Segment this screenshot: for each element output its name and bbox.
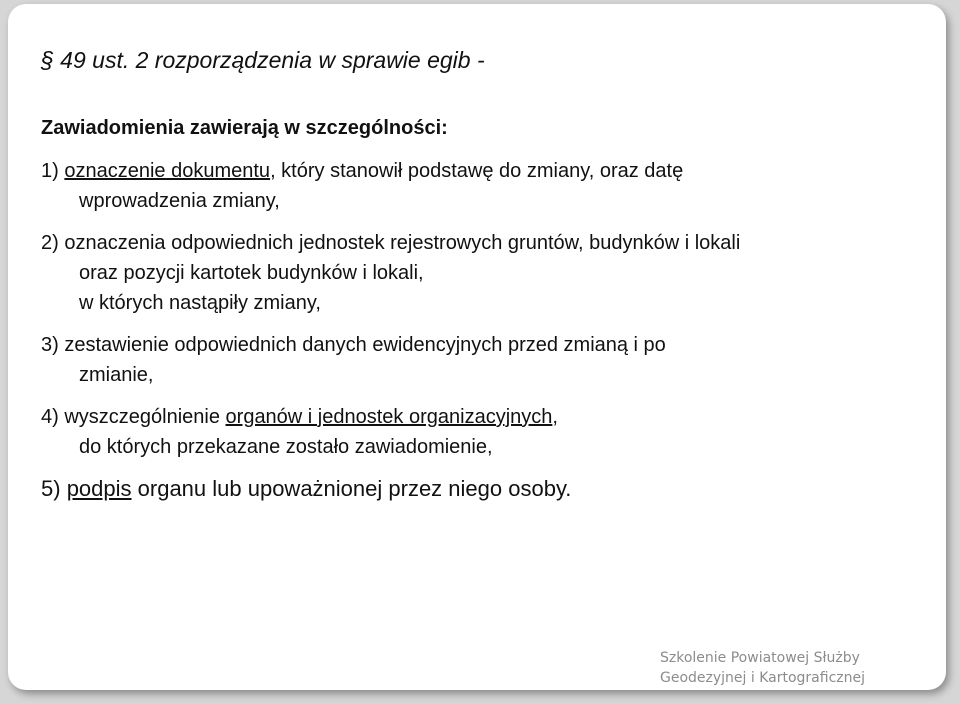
slide-heading: § 49 ust. 2 rozporządzenia w sprawie egib - [41,47,485,73]
intro-text: Zawiadomienia zawierają w szczególności: [41,117,448,139]
footer-watermark [660,648,865,688]
item-4-line2: do których przekazane zostało zawiadomienie, [79,436,493,458]
item-1-link[interactable]: oznaczenie dokumentu [64,160,271,182]
list-item-3 [41,330,666,390]
item-2-line2: oraz pozycji kartotek budynków i lokali, [79,262,424,284]
item-3-text: 3) zestawienie odpowiednich danych ewidencyjnych przed zmianą i po [41,334,666,356]
item-5-link[interactable]: podpis [66,476,132,501]
list-item-2 [41,228,740,318]
item-3-line2: zmianie, [79,364,154,386]
item-5-number: 5) [41,476,61,501]
item-1-rest: , który stanowił podstawę do zmiany, oraz datę [270,160,684,182]
item-4-text: 4) wyszczególnienie [41,406,226,428]
item-1-line2: wprowadzenia zmiany, [79,190,280,212]
footer-line-1: Szkolenie Powiatowej Służby [660,650,860,666]
item-1-number: 1) [41,160,59,182]
item-2-line3: w których nastąpiły zmiany, [79,292,321,314]
item-4-rest: , [552,406,558,428]
list-item-5 [41,474,571,504]
list-item-1 [41,156,683,216]
list-item-4 [41,402,558,462]
item-5-rest: organu lub upoważnionej przez niego osoby. [131,476,572,501]
footer-line-2: Geodezyjnej i Kartograficznej [660,670,866,686]
slide [8,4,946,690]
item-2-text: 2) oznaczenia odpowiednich jednostek rejestrowych gruntów, budynków i lokali [41,232,741,254]
item-4-link[interactable]: organów i jednostek organizacyjnych [225,406,553,428]
